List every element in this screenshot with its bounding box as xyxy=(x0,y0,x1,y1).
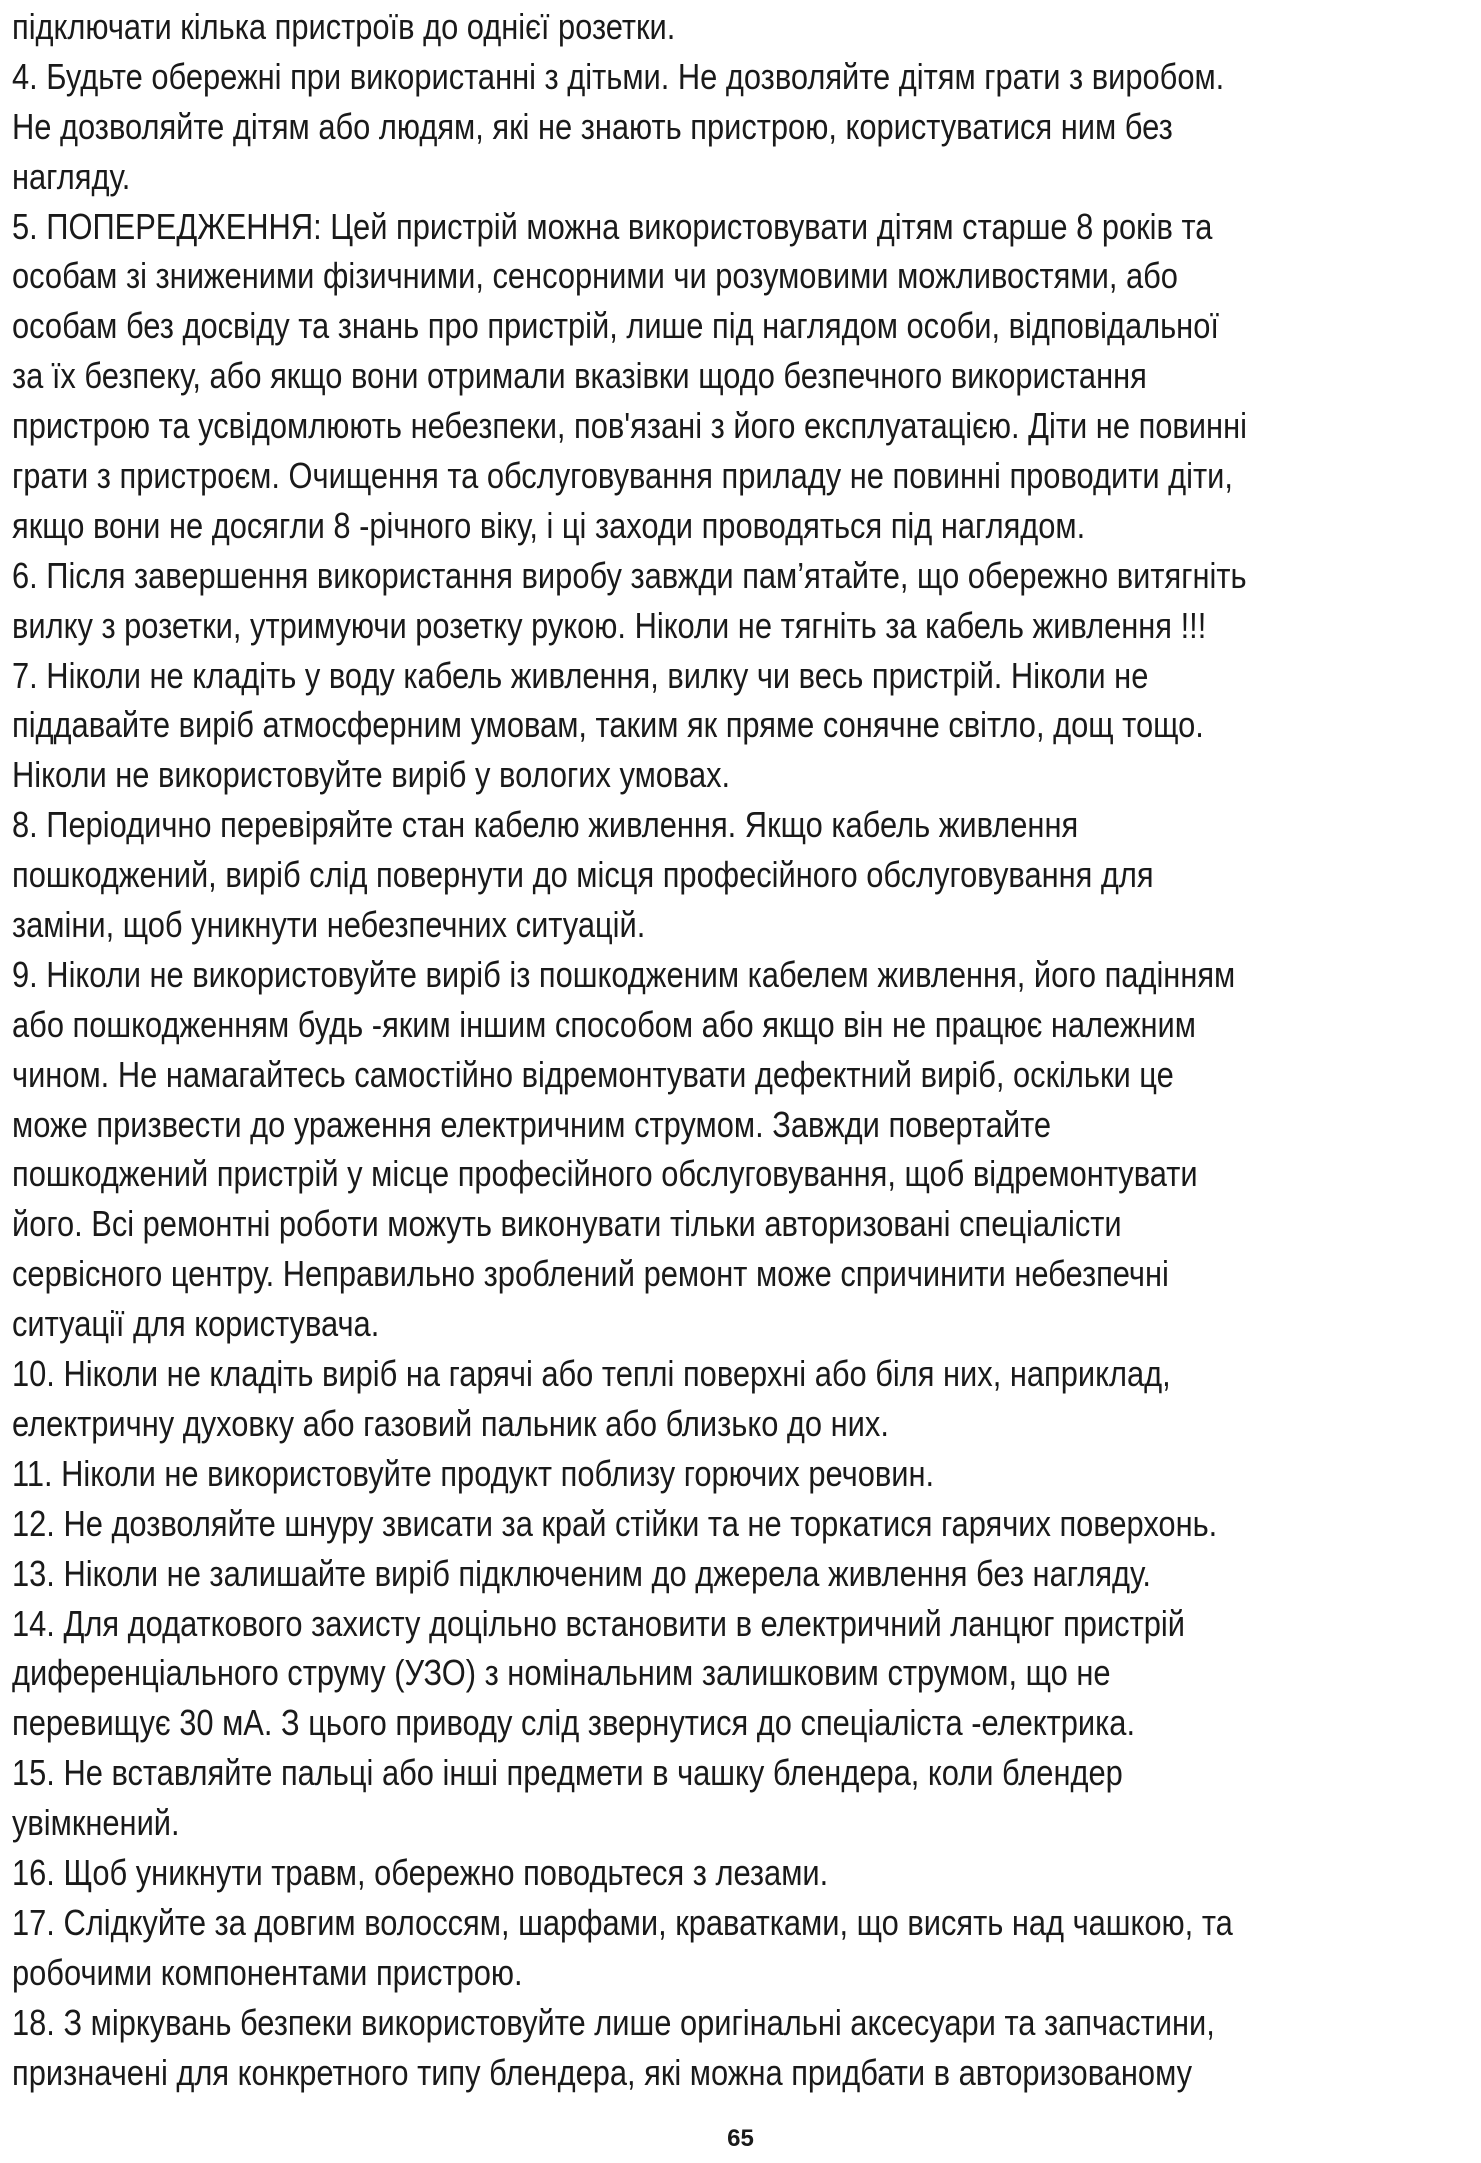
text-line: може призвести до ураження електричним струмом. Завжди повертайте xyxy=(12,1103,1052,1145)
text-line: або пошкодженням будь -яким іншим способом або якщо він не працює належним xyxy=(12,1003,1196,1045)
text-line: вилку з розетки, утримуючи розетку рукою. Ніколи не тягніть за кабель живлення !!! xyxy=(12,604,1207,646)
text-line: підключати кілька пристроїв до однієї розетки. xyxy=(12,6,676,47)
text-line: 5. ПОПЕРЕДЖЕННЯ: Цей пристрій можна використовувати дітям старше 8 років та xyxy=(12,205,1213,247)
text-line: пошкоджений пристрій у місце професійного обслуговування, щоб відремонтувати xyxy=(12,1153,1198,1195)
document-body xyxy=(12,2,1474,2097)
text-line: призначені для конкретного типу блендера, які можна придбати в авторизованому xyxy=(12,2051,1193,2093)
text-line: 6. Після завершення використання виробу завжди пам’ятайте, що обережно витягніть xyxy=(12,554,1247,596)
text-line: 10. Ніколи не кладіть виріб на гарячі або теплі поверхні або біля них, наприклад, xyxy=(12,1353,1171,1395)
text-line: ситуації для користувача. xyxy=(12,1303,380,1345)
text-line: Ніколи не використовуйте виріб у вологих умовах. xyxy=(12,754,731,796)
text-line: електричну духовку або газовий пальник або близько до них. xyxy=(12,1402,889,1444)
text-line: чином. Не намагайтесь самостійно відремонтувати дефектний виріб, оскільки це xyxy=(12,1053,1174,1095)
text-line: увімкнений. xyxy=(12,1802,180,1844)
text-line: 11. Ніколи не використовуйте продукт поблизу горючих речовин. xyxy=(12,1452,935,1494)
text-line: 13. Ніколи не залишайте виріб підключеним до джерела живлення без нагляду. xyxy=(12,1552,1151,1594)
text-line: 4. Будьте обережні при використанні з дітьми. Не дозволяйте дітям грати з виробом. xyxy=(12,55,1225,97)
text-line: 8. Періодично перевіряйте стан кабелю живлення. Якщо кабель живлення xyxy=(12,804,1079,846)
text-line: грати з пристроєм. Очищення та обслуговування приладу не повинні проводити діти, xyxy=(12,455,1233,497)
text-line: 16. Щоб уникнути травм, обережно поводьтеся з лезами. xyxy=(12,1851,829,1893)
text-line: піддавайте виріб атмосферним умовам, таким як пряме сонячне світло, дощ тощо. xyxy=(12,704,1204,746)
text-line: 14. Для додаткового захисту доцільно встановити в електричний ланцюг пристрій xyxy=(12,1602,1185,1644)
text-line: 9. Ніколи не використовуйте виріб із пошкодженим кабелем живлення, його падінням xyxy=(12,953,1236,995)
text-line: 15. Не вставляйте пальці або інші предмети в чашку блендера, коли блендер xyxy=(12,1752,1123,1794)
text-line: за їх безпеку, або якщо вони отримали вказівки щодо безпечного використання xyxy=(12,355,1147,397)
text-line: його. Всі ремонтні роботи можуть виконувати тільки авторизовані спеціалісти xyxy=(12,1203,1122,1245)
text-line: особам зі зниженими фізичними, сенсорними чи розумовими можливостями, або xyxy=(12,255,1178,297)
text-line: 12. Не дозволяйте шнуру звисати за край стійки та не торкатися гарячих поверхонь. xyxy=(12,1502,1218,1544)
text-line: особам без досвіду та знань про пристрій, лише під наглядом особи, відповідальної xyxy=(12,305,1219,347)
text-line: 7. Ніколи не кладіть у воду кабель живлення, вилку чи весь пристрій. Ніколи не xyxy=(12,654,1149,696)
text-line: сервісного центру. Неправильно зроблений ремонт може спричинити небезпечні xyxy=(12,1253,1169,1295)
text-line: Не дозволяйте дітям або людям, які не знають пристрою, користуватися ним без xyxy=(12,105,1173,147)
text-line: якщо вони не досягли 8 -річного віку, і ці заходи проводяться під наглядом. xyxy=(12,504,1086,546)
text-line: пристрою та усвідомлюють небезпеки, пов'язані з його експлуатацією. Діти не повинні xyxy=(12,405,1247,447)
text-line: заміни, щоб уникнути небезпечних ситуацій. xyxy=(12,904,646,946)
text-line: диференціального струму (УЗО) з номінальним залишковим струмом, що не xyxy=(12,1652,1111,1694)
text-line: робочими компонентами пристрою. xyxy=(12,1951,523,1993)
text-line: нагляду. xyxy=(12,155,131,197)
text-line: 18. З міркувань безпеки використовуйте лише оригінальні аксесуари та запчастини, xyxy=(12,2001,1215,2043)
text-line: 17. Слідкуйте за довгим волоссям, шарфами, краватками, що висять над чашкою, та xyxy=(12,1901,1233,1943)
page-number: 65 xyxy=(727,2125,754,2152)
text-line: перевищує 30 мА. З цього приводу слід звернутися до спеціаліста -електрика. xyxy=(12,1702,1136,1744)
text-line: пошкоджений, виріб слід повернути до місця професійного обслуговування для xyxy=(12,854,1154,896)
